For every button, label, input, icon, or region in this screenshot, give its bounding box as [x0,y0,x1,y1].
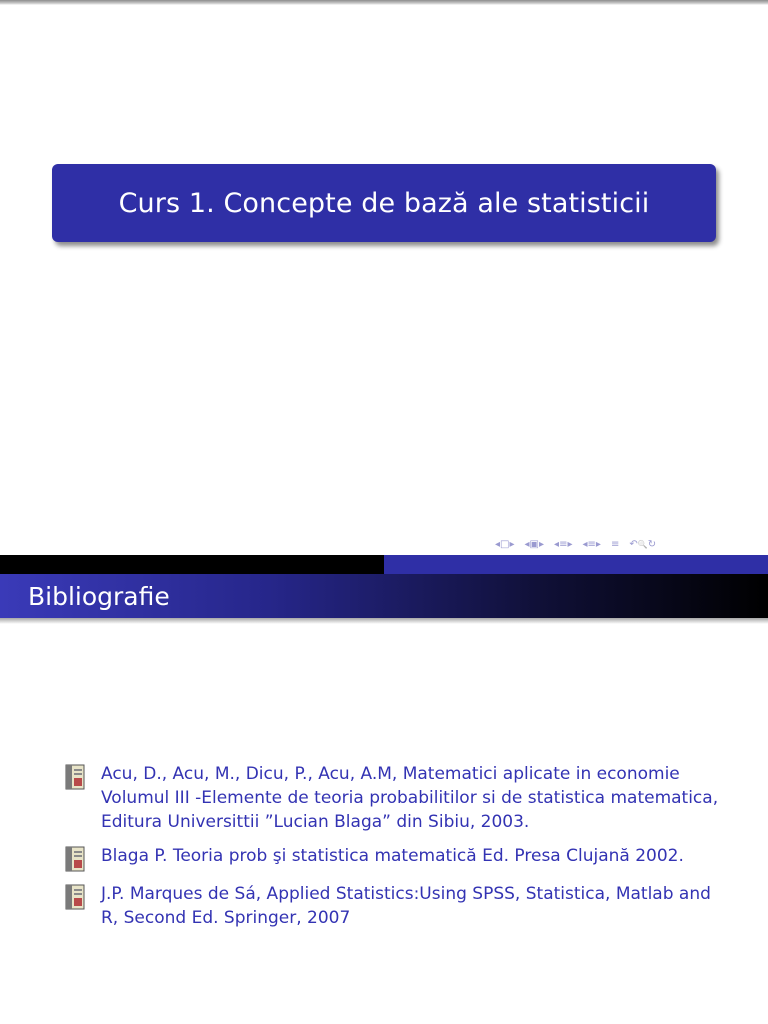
reference-text: Acu, D., Acu, M., Dicu, P., Acu, A.M, Matematici aplicate in economie Volumul III -Elemente de teoria probabilitilor si de statistica matematica, Editura Universittii ”Lucian Blaga” din Sibiu, 2003. [101,764,719,832]
reference-text: Blaga P. Teoria prob şi statistica matematică Ed. Presa Clujană 2002. [101,846,684,866]
nav-document-icon[interactable]: ≡ [610,538,620,550]
nav-subsection-icon[interactable]: ≡ [559,538,568,550]
nav-next-section-icon[interactable]: ▸ [595,538,601,550]
book-icon [64,884,86,910]
frame-title-shadow [0,618,768,624]
nav-prev-section-icon[interactable]: ◂ [582,538,588,550]
frame-title: Bibliografie [28,581,170,611]
nav-next-subsection-icon[interactable]: ▸ [567,538,573,550]
nav-search-icon[interactable]: 🔍 [637,539,648,549]
title-box [52,164,716,242]
frame-title-bar [0,574,768,618]
nav-next-slide-icon[interactable]: ▸ [509,538,515,550]
nav-section-icon[interactable]: ≡ [587,538,596,550]
list-item [64,882,724,930]
nav-prev-subsection-icon[interactable]: ◂ [554,538,560,550]
progress-remaining [384,555,768,574]
nav-frame-icon[interactable]: ▣ [529,538,539,550]
nav-next-frame-icon[interactable]: ▸ [539,538,545,550]
slide-title-text: Curs 1. Concepte de bază ale statisticii [118,187,650,219]
beamer-navigation [495,536,765,552]
progress-completed [0,555,384,574]
section-progress-bar [0,555,768,574]
book-icon [64,764,86,790]
reference-text: J.P. Marques de Sá, Applied Statistics:Using SPSS, Statistica, Matlab and R, Second Ed. Springer, 2007 [101,884,711,928]
nav-back-icon[interactable]: ↶ [629,538,638,550]
bibliography-list [64,762,724,940]
list-item [64,762,724,834]
nav-slide-icon[interactable]: □ [500,538,510,550]
nav-forward-icon[interactable]: ↻ [647,538,657,550]
book-icon [64,846,86,872]
nav-prev-slide-icon[interactable]: ◂ [495,538,501,550]
list-item [64,844,724,872]
nav-prev-frame-icon[interactable]: ◂ [524,538,530,550]
